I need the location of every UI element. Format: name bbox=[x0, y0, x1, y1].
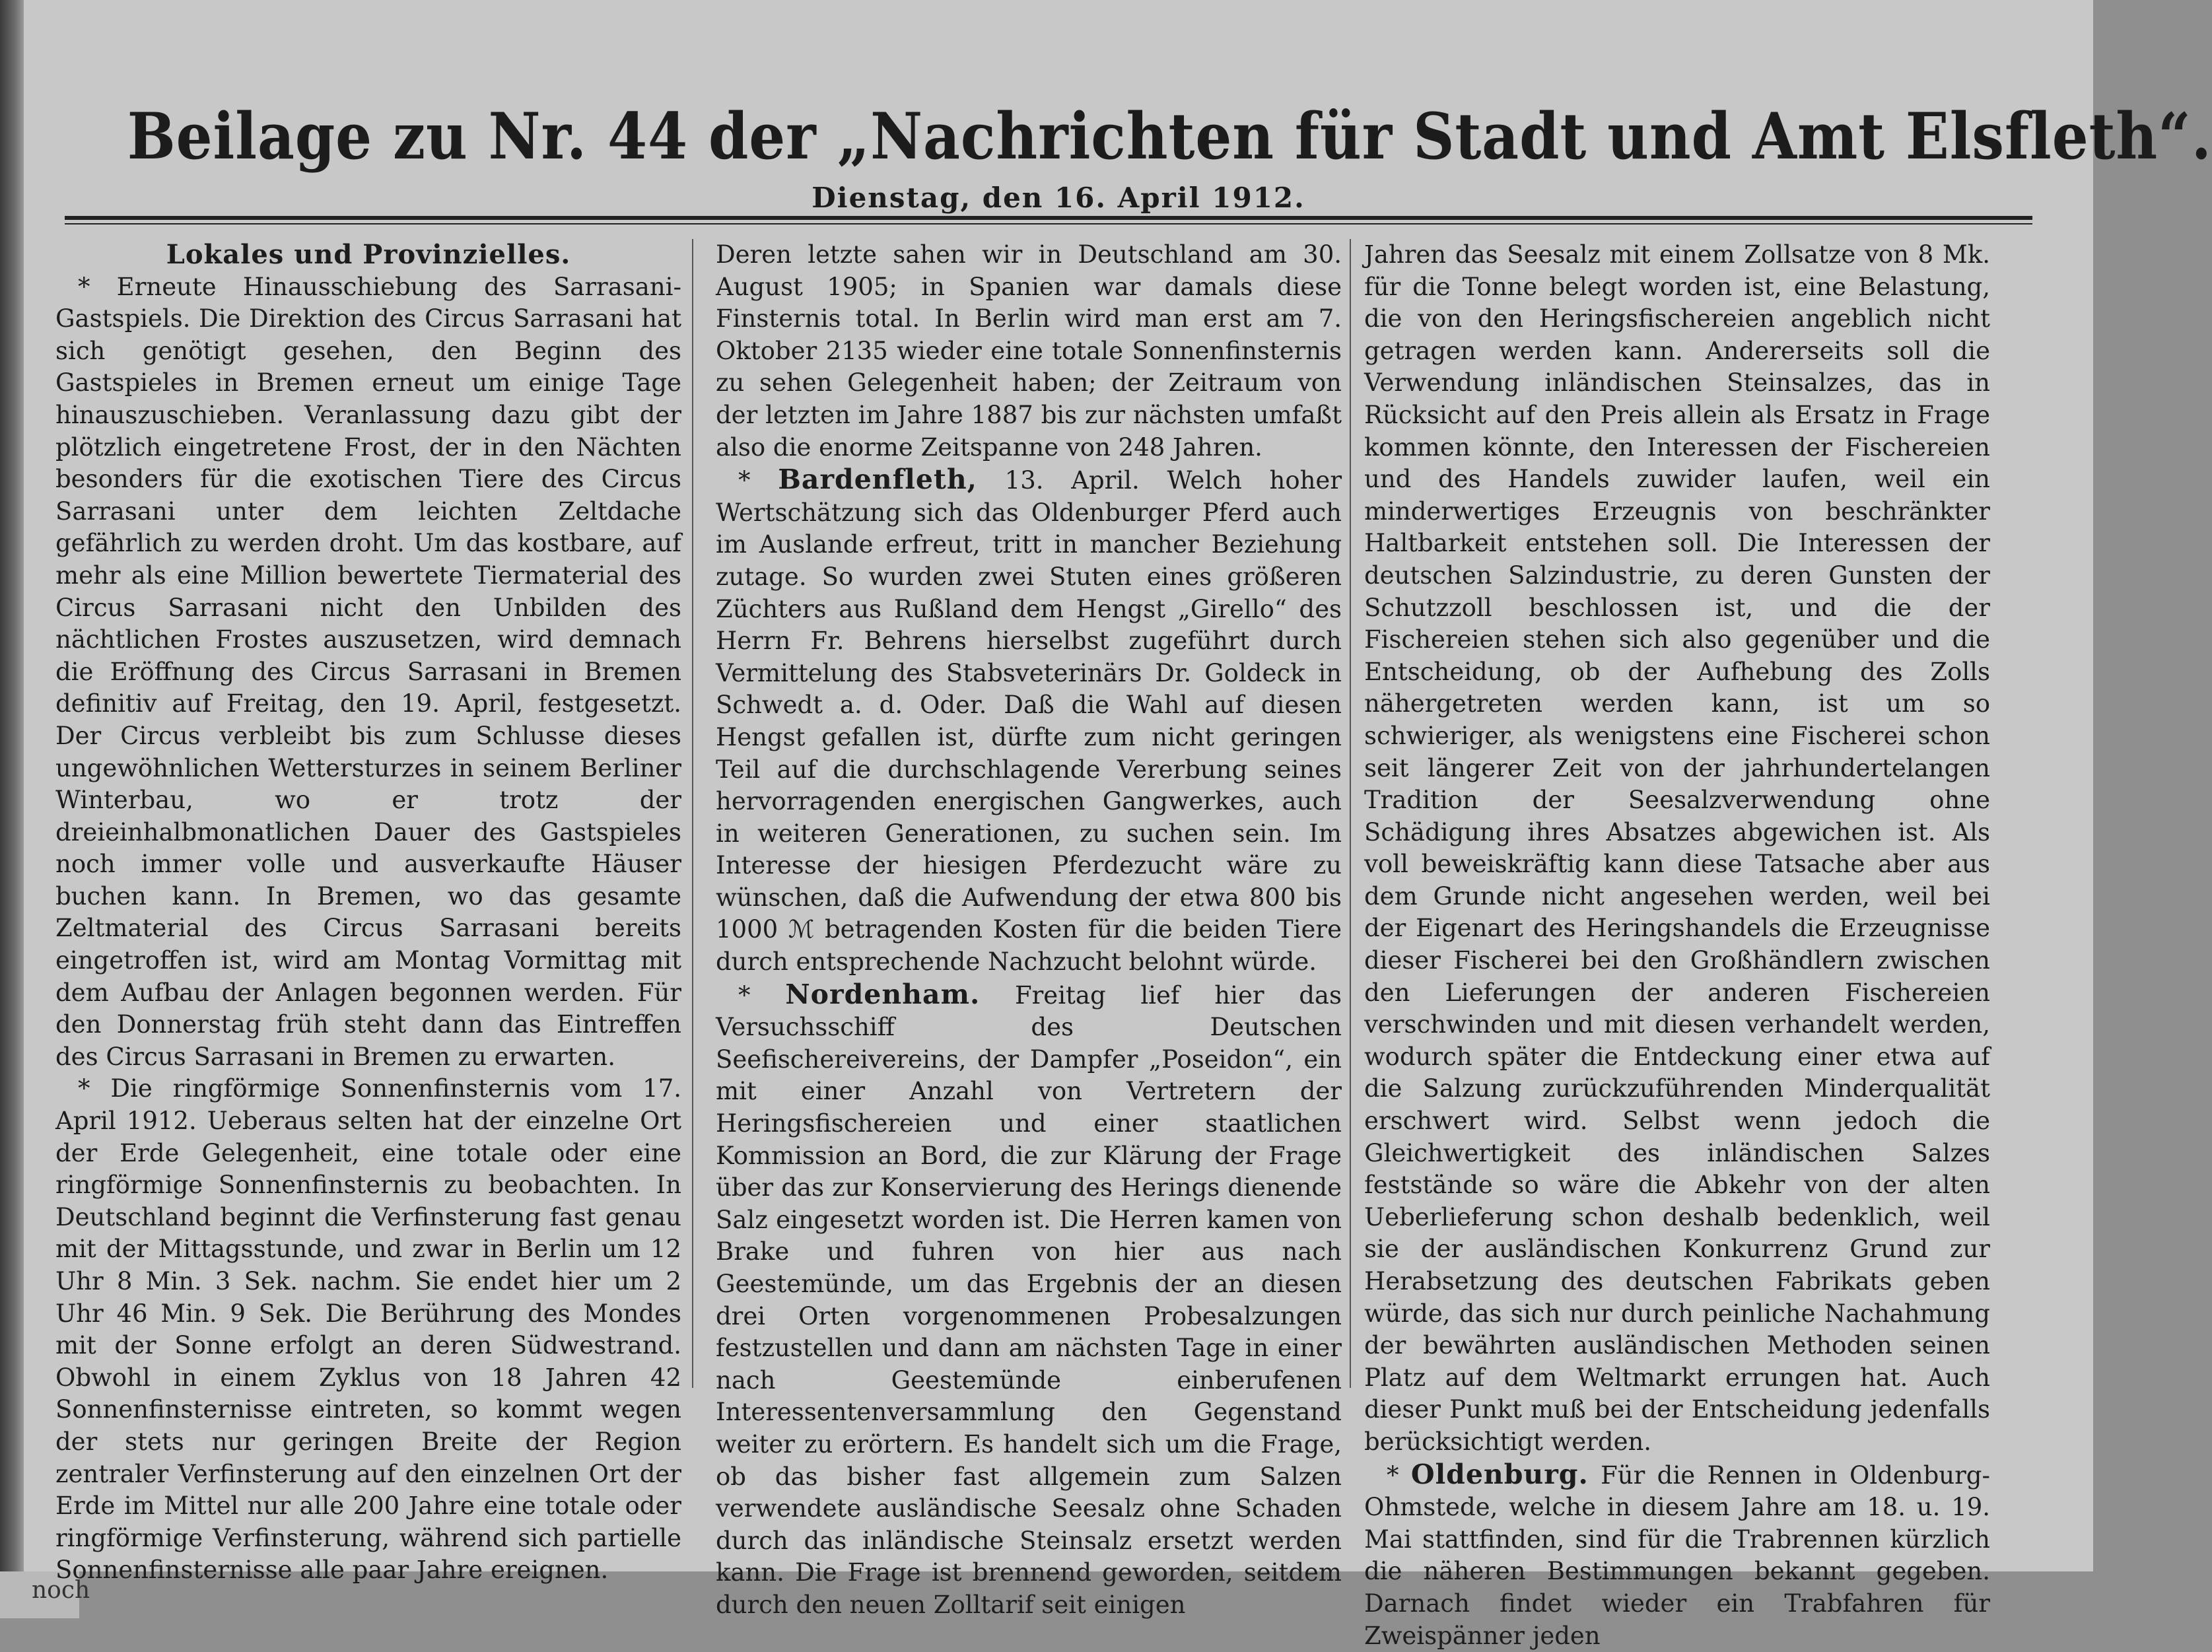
section-heading: Lokales und Provinzielles. bbox=[166, 239, 571, 270]
article-bardenfleth-text: 13. April. Welch hoher Wertschätzung sich das Oldenburger Pferd auch im Auslande erfreut, tritt in mancher Beziehung zutage. So wurden zwei Stuten eines größeren Züchters aus Rußland dem Hengst „Girello“ des Herrn Fr. Behrens hierselbst zugeführt durch Vermittelung des Stabsveterinärs Dr. Goldeck in Schwedt a. d. Oder. Daß die Wahl auf diesen Hengst gefallen ist, dürfte zum nicht geringen Teil auf die durchschlagende Vererbung seines hervorragenden energischen Gangwerkes, auch in weiteren Generationen, zu suchen sein. Im Interesse der hiesigen Pferdezucht wäre zu wünschen, daß die Aufwendung der etwa 800 bis 1000 ℳ betragenden Kosten für die beiden Tiere durch entsprechende Nachzucht belohnt würde. bbox=[716, 466, 1342, 977]
article-nordenham: * Nordenham. Freitag lief hier das Versuchsschiff des Deutschen Seefischereivereins, der Dampfer „Poseidon“, ein mit einer Anzahl von Vertretern der Heringsfischereien und einer staatlichen Kommission an Bord, die zur Klärung der Frage über das zur Konservierung des Herings dienende Salz eingesetzt worden ist. Die Herren kamen von Brake und fuhren von hier aus nach Geestemünde, um das Ergebnis der an diesen drei Orten vorgenommenen Probesalzungen festzustellen und dann am nächsten Tage in einer nach Geestemünde einberufenen Interessentenversammlung den Gegenstand weiter zu erörtern. Es handelt sich um die Frage, ob das bisher fast allgemein zum Salzen verwendete ausländische Seesalz ohne Schaden durch das inländische Steinsalz ersetzt werden kann. Die Frage ist brennend geworden, seitdem durch den neuen Zolltarif seit einigen bbox=[716, 978, 1342, 1619]
article-oldenburg: * Oldenburg. Für die Rennen in Oldenburg-Ohmstede, welche in diesem Jahre am 18. u. 19. Mai stattfinden, sind für die Trabrennen kürzlich die näheren Bestimmungen bekannt gegeben. Darnach findet wieder ein Trabfahren für Zweispänner jeden bbox=[1364, 1458, 1990, 1650]
column-3 bbox=[1364, 239, 1990, 1650]
article-oldenburg-text: Für die Rennen in Oldenburg-Ohmstede, welche in diesem Jahre am 18. u. 19. Mai stattfinden, sind für die Trabrennen kürzlich die näheren Bestimmungen bekannt gegeben. Darnach findet wieder ein Trabfahren für Zweispänner jeden bbox=[1364, 1461, 1990, 1650]
article-nordenham-cont: Jahren das Seesalz mit einem Zollsatze von 8 Mk. für die Tonne belegt worden ist, eine Belastung, die von den Heringsfischereien angeblich nicht getragen werden kann. Andererseits soll die Verwendung inländischen Steinsalzes, das in Rücksicht auf den Preis allein als Ersatz in Frage kommen könnte, den Interessen der Fischereien und des Handels zuwider laufen, weil ein minderwertiges Erzeugnis von beschränkter Haltbarkeit entstehen soll. Die Interessen der deutschen Salzindustrie, zu deren Gunsten der Schutzzoll beschlossen ist, und die der Fischereien stehen sich also gegenüber und die Entscheidung, ob der Aufhebung des Zolls nähergetreten werden kann, ist um so schwieriger, als wenigstens eine Fischerei schon seit längerer Zeit von der jahrhundertelangen Tradition der Seesalzverwendung ohne Schädigung ihres Absatzes abgewichen ist. Als voll beweiskräftig kann diese Tatsache aber aus dem Grunde nicht angesehen werden, weil bei der Eigenart des Heringshandels die Erzeugnisse dieser Fischerei bei den Großhändlern zwischen den Lieferungen der anderen Fischereien verschwinden und mit diesen verhandelt werden, wodurch später die Entdeckung einer etwa auf die Salzung zurückzuführenden Minderqualität erschwert wird. Selbst wenn jedoch die Gleichwertigkeit des inländischen Salzes feststände so wäre die Abkehr von der alten Ueberlieferung schon deshalb bedenklich, weil sie der ausländischen Konkurrenz Grund zur Herabsetzung des deutschen Fabrikats geben würde, das sich nur durch peinliche Nachahmung der bewährten ausländischen Methoden seinen Platz auf dem Weltmarkt errungen hat. Auch dieser Punkt muß bei der Entscheidung jedenfalls berücksichtigt werden. bbox=[1364, 240, 1990, 1456]
masthead-date: Dienstag, den 16. April 1912. bbox=[812, 182, 1305, 214]
article-bardenfleth: * Bardenfleth, 13. April. Welch hoher Wertschätzung sich das Oldenburger Pferd auch im Auslande erfreut, tritt in mancher Beziehung zutage. So wurden zwei Stuten eines größeren Züchters aus Rußland dem Hengst „Girello“ des Herrn Fr. Behrens hierselbst zugeführt durch Vermittelung des Stabsveterinärs Dr. Goldeck in Schwedt a. d. Oder. Daß die Wahl auf diesen Hengst gefallen ist, dürfte zum nicht geringen Teil auf die durchschlagende Vererbung seines hervorragenden energischen Gangwerkes, auch in weiteren Generationen, zu suchen sein. Im Interesse der hiesigen Pferdezucht wäre zu wünschen, daß die Aufwendung der etwa 800 bis 1000 ℳ betragenden Kosten für die beiden Tiere durch entsprechende Nachzucht belohnt würde. bbox=[716, 464, 1342, 977]
masthead-title: Beilage zu Nr. 44 der „Nachrichten für Stadt und Amt Elsfleth“. bbox=[127, 99, 2212, 174]
place-oldenburg: Oldenburg. bbox=[1410, 1458, 1589, 1490]
column-divider bbox=[692, 239, 693, 1388]
book-spine-shadow bbox=[0, 0, 24, 1618]
column-2 bbox=[716, 239, 1342, 1619]
article-sonnenfinsternis: * Die ringförmige Sonnenfinsternis vom 17. April 1912. Ueberaus selten hat der einzelne Ort der Erde Gelegenheit, eine totale oder eine ringförmige Sonnenfinsternis zu beobachten. In Deutschland beginnt die Verfinsterung fast genau mit der Mittagsstunde, und zwar in Berlin um 12 Uhr 8 Min. 3 Sek. nachm. Sie endet hier um 2 Uhr 46 Min. 9 Sek. Die Berührung des Mondes mit der Sonne erfolgt an deren Südwestrand. Obwohl in einem Zyklus von 18 Jahren 42 Sonnenfinsternisse eintreten, so kommt wegen der stets nur geringen Breite der Region zentraler Verfinsterung auf den einzelnen Ort der Erde im Mittel nur alle 200 Jahre eine totale oder ringförmige Verfinsterung, während sich partielle Sonnenfinsternisse alle paar Jahre ereignen. bbox=[55, 1074, 681, 1585]
header-rule-thin bbox=[65, 223, 2032, 224]
article-nordenham-text: Freitag lief hier das Versuchsschiff des Deutschen Seefischereivereins, der Dampfer „Poseidon“, ein mit einer Anzahl von Vertretern der Heringsfischereien und einer staatlichen Kommission an Bord, die zur Klärung der Frage über das zur Konservierung des Herings dienende Salz eingesetzt worden ist. Die Herren kamen von Brake und fuhren von hier aus nach Geestemünde, um das Ergebnis der an diesen drei Orten vorgenommenen Probesalzungen festzustellen und dann am nächsten Tage in einer nach Geestemünde einberufenen Interessentenversammlung den Gegenstand weiter zu erörtern. Es handelt sich um die Frage, ob das bisher fast allgemein zum Salzen verwendete ausländische Seesalz ohne Schaden durch das inländische Steinsalz ersetzt werden kann. Die Frage ist brennend geworden, seitdem durch den neuen Zolltarif seit einigen bbox=[716, 981, 1342, 1619]
masthead bbox=[24, 99, 2212, 214]
previous-page-fragment: noch bbox=[32, 1577, 90, 1604]
place-nordenham: Nordenham. bbox=[785, 978, 981, 1010]
article-sonnenfinsternis-cont: Deren letzte sahen wir in Deutschland am 30. August 1905; in Spanien war damals diese Finsternis total. In Berlin wird man erst am 7. Oktober 2135 wieder eine totale Sonnenfinsternis zu sehen Gelegenheit haben; der Zeitraum von der letzten im Jahre 1887 bis zur nächsten umfaßt also die enorme Zeitspanne von 248 Jahren. bbox=[716, 240, 1342, 462]
article-sarrasani: * Erneute Hinausschiebung des Sarrasani-Gastspiels. Die Direktion des Circus Sarrasani hat sich genötigt gesehen, den Beginn des Gastspieles in Bremen erneut um einige Tage hinauszuschieben. Veranlassung dazu gibt der plötzlich eingetretene Frost, der in den Nächten besonders für die exotischen Tiere des Circus Sarrasani unter dem leichten Zeltdache gefährlich zu werden droht. Um das kostbare, auf mehr als eine Million bewertete Tiermaterial des Circus Sarrasani nicht den Unbilden des nächtlichen Frostes auszusetzen, wird demnach die Eröffnung des Circus Sarrasani in Bremen definitiv auf Freitag, den 19. April, festgesetzt. Der Circus verbleibt bis zum Schlusse dieses ungewöhnlichen Wettersturzes in seinem Berliner Winterbau, wo er trotz der dreieinhalbmonatlichen Dauer des Gastspieles noch immer volle und ausverkaufte Häuser buchen kann. In Bremen, wo das gesamte Zeltmaterial des Circus Sarrasani bereits eingetroffen ist, wird am Montag Vormittag mit dem Aufbau der Anlagen begonnen werden. Für den Donnerstag früh steht dann das Eintreffen des Circus Sarrasani in Bremen zu erwarten. bbox=[55, 272, 681, 1071]
header-rule-thick bbox=[65, 216, 2032, 220]
place-bardenfleth: Bardenfleth, bbox=[778, 464, 977, 496]
column-divider bbox=[1350, 239, 1351, 1388]
newspaper-page bbox=[24, 0, 2212, 1650]
column-1 bbox=[55, 239, 681, 1585]
